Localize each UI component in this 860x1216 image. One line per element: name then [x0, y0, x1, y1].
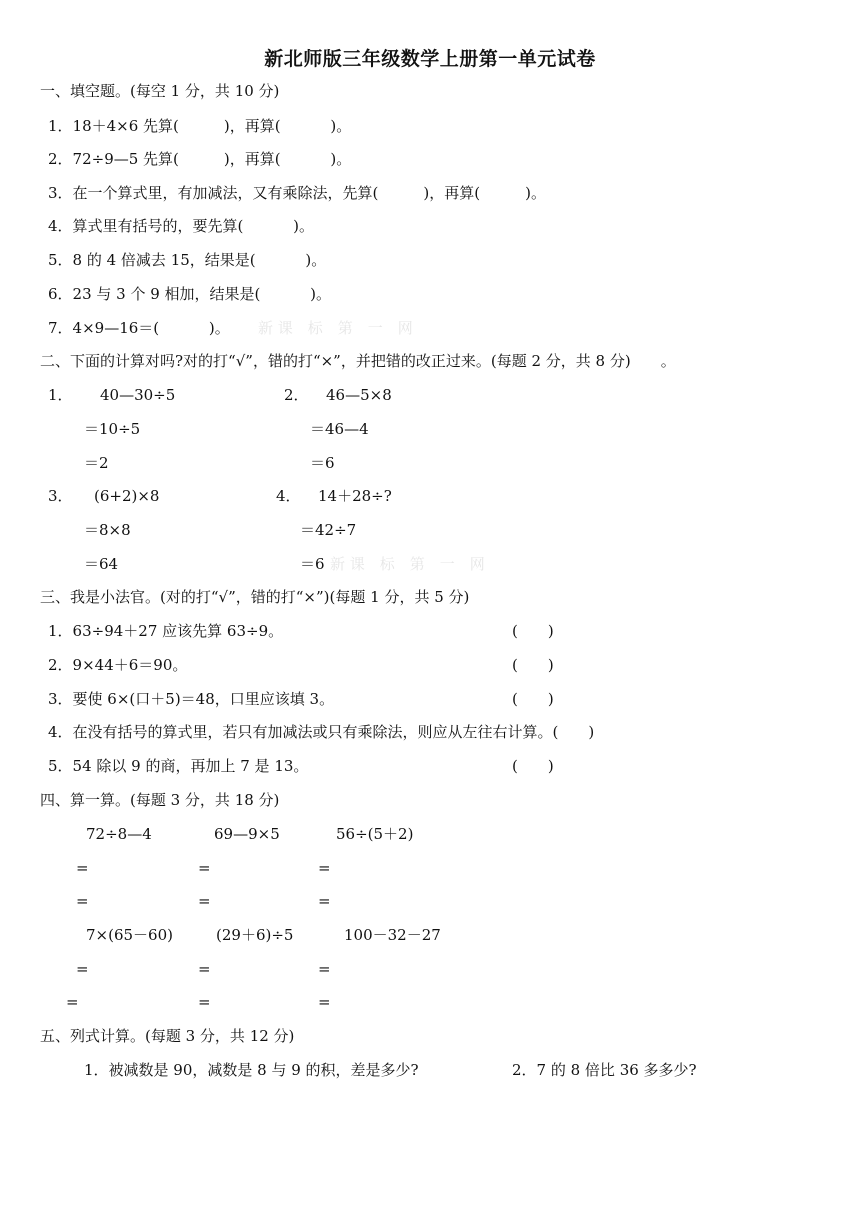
problem-4-step-2: ＝6: [300, 555, 325, 573]
calc-1: 72÷8—4: [86, 825, 152, 843]
problem-3-step-1: ＝8×8: [84, 521, 131, 539]
judge-bracket-1: ( ): [512, 622, 554, 640]
section4-heading: 四、算一算。(每题 3 分，共 18 分): [40, 791, 280, 809]
judge-item-3: 3．要使 6×(口＋5)＝48，口里应该填 3。: [48, 690, 335, 708]
equals-sign: =: [198, 960, 211, 978]
fill-item-5: 5．8 的 4 倍减去 15，结果是( )。: [48, 251, 327, 269]
problem-4-step-1: ＝42÷7: [300, 521, 357, 539]
section3-heading: 三、我是小法官。(对的打“√”，错的打“×”)(每题 1 分，共 5 分): [40, 588, 470, 606]
problem-1-step-2: ＝2: [84, 454, 109, 472]
problem-4-number: 4．: [276, 487, 301, 505]
problem-1-step-1: ＝10÷5: [84, 420, 141, 438]
fill-item-6: 6．23 与 3 个 9 相加，结果是( )。: [48, 285, 332, 303]
judge-bracket-3: ( ): [512, 690, 554, 708]
equals-sign: =: [198, 993, 211, 1011]
problem-3-step-2: ＝64: [84, 555, 119, 573]
judge-item-2: 2．9×44＋6＝90。: [48, 656, 188, 674]
section1-heading: 一、填空题。(每空 1 分，共 10 分): [40, 82, 280, 100]
judge-bracket-5: ( ): [512, 757, 554, 775]
problem-1-number: 1．: [48, 386, 73, 404]
section5-heading: 五、列式计算。(每题 3 分，共 12 分): [40, 1027, 295, 1045]
fill-item-3: 3．在一个算式里，有加减法，又有乘除法，先算( )，再算( )。: [48, 184, 546, 202]
exam-title: 新北师版三年级数学上册第一单元试卷: [264, 48, 596, 70]
problem-3-expression: (6+2)×8: [94, 487, 160, 505]
equals-sign: =: [76, 892, 89, 910]
fill-item-4: 4．算式里有括号的，要先算( )。: [48, 217, 315, 235]
calc-4: 7×(65－60): [86, 926, 173, 944]
problem-4-expression: 14＋28÷?: [318, 487, 392, 505]
equals-sign: =: [76, 859, 89, 877]
problem-2-expression: 46—5×8: [326, 386, 392, 404]
word-problem-2: 2．7 的 8 倍比 36 多多少?: [512, 1061, 697, 1079]
equals-sign: =: [318, 892, 331, 910]
problem-2-number: 2．: [284, 386, 309, 404]
problem-1-expression: 40—30÷5: [100, 386, 176, 404]
equals-sign: =: [318, 859, 331, 877]
calc-3: 56÷(5＋2): [336, 825, 414, 843]
judge-item-1: 1．63÷94＋27 应该先算 63÷9。: [48, 622, 284, 640]
problem-2-step-2: ＝6: [310, 454, 335, 472]
watermark: 新 课 标 第 一 网: [330, 555, 485, 573]
word-problem-1: 1．被减数是 90，减数是 8 与 9 的积，差是多少?: [84, 1061, 419, 1079]
equals-sign: =: [318, 993, 331, 1011]
problem-3-number: 3．: [48, 487, 73, 505]
problem-2-step-1: ＝46—4: [310, 420, 369, 438]
equals-sign: =: [76, 960, 89, 978]
fill-item-7: 7．4×9—16＝( )。: [48, 319, 230, 337]
calc-5: (29＋6)÷5: [216, 926, 294, 944]
equals-sign: =: [198, 859, 211, 877]
judge-bracket-2: ( ): [512, 656, 554, 674]
watermark: 新 课 标 第 一 网: [258, 319, 413, 337]
calc-6: 100－32－27: [344, 926, 441, 944]
judge-item-5: 5．54 除以 9 的商，再加上 7 是 13。: [48, 757, 309, 775]
equals-sign: =: [198, 892, 211, 910]
section2-heading: 二、下面的计算对吗?对的打“√”，错的打“×”，并把错的改正过来。(每题 2 分，共 8 分) 。: [40, 352, 676, 370]
judge-item-4: 4．在没有括号的算式里，若只有加减法或只有乘除法，则应从左往右计算。( ): [48, 723, 595, 741]
fill-item-2: 2．72÷9—5 先算( )，再算( )。: [48, 150, 352, 168]
fill-item-1: 1．18＋4×6 先算( )，再算( )。: [48, 117, 352, 135]
calc-2: 69—9×5: [214, 825, 280, 843]
equals-sign: =: [66, 993, 79, 1011]
equals-sign: =: [318, 960, 331, 978]
